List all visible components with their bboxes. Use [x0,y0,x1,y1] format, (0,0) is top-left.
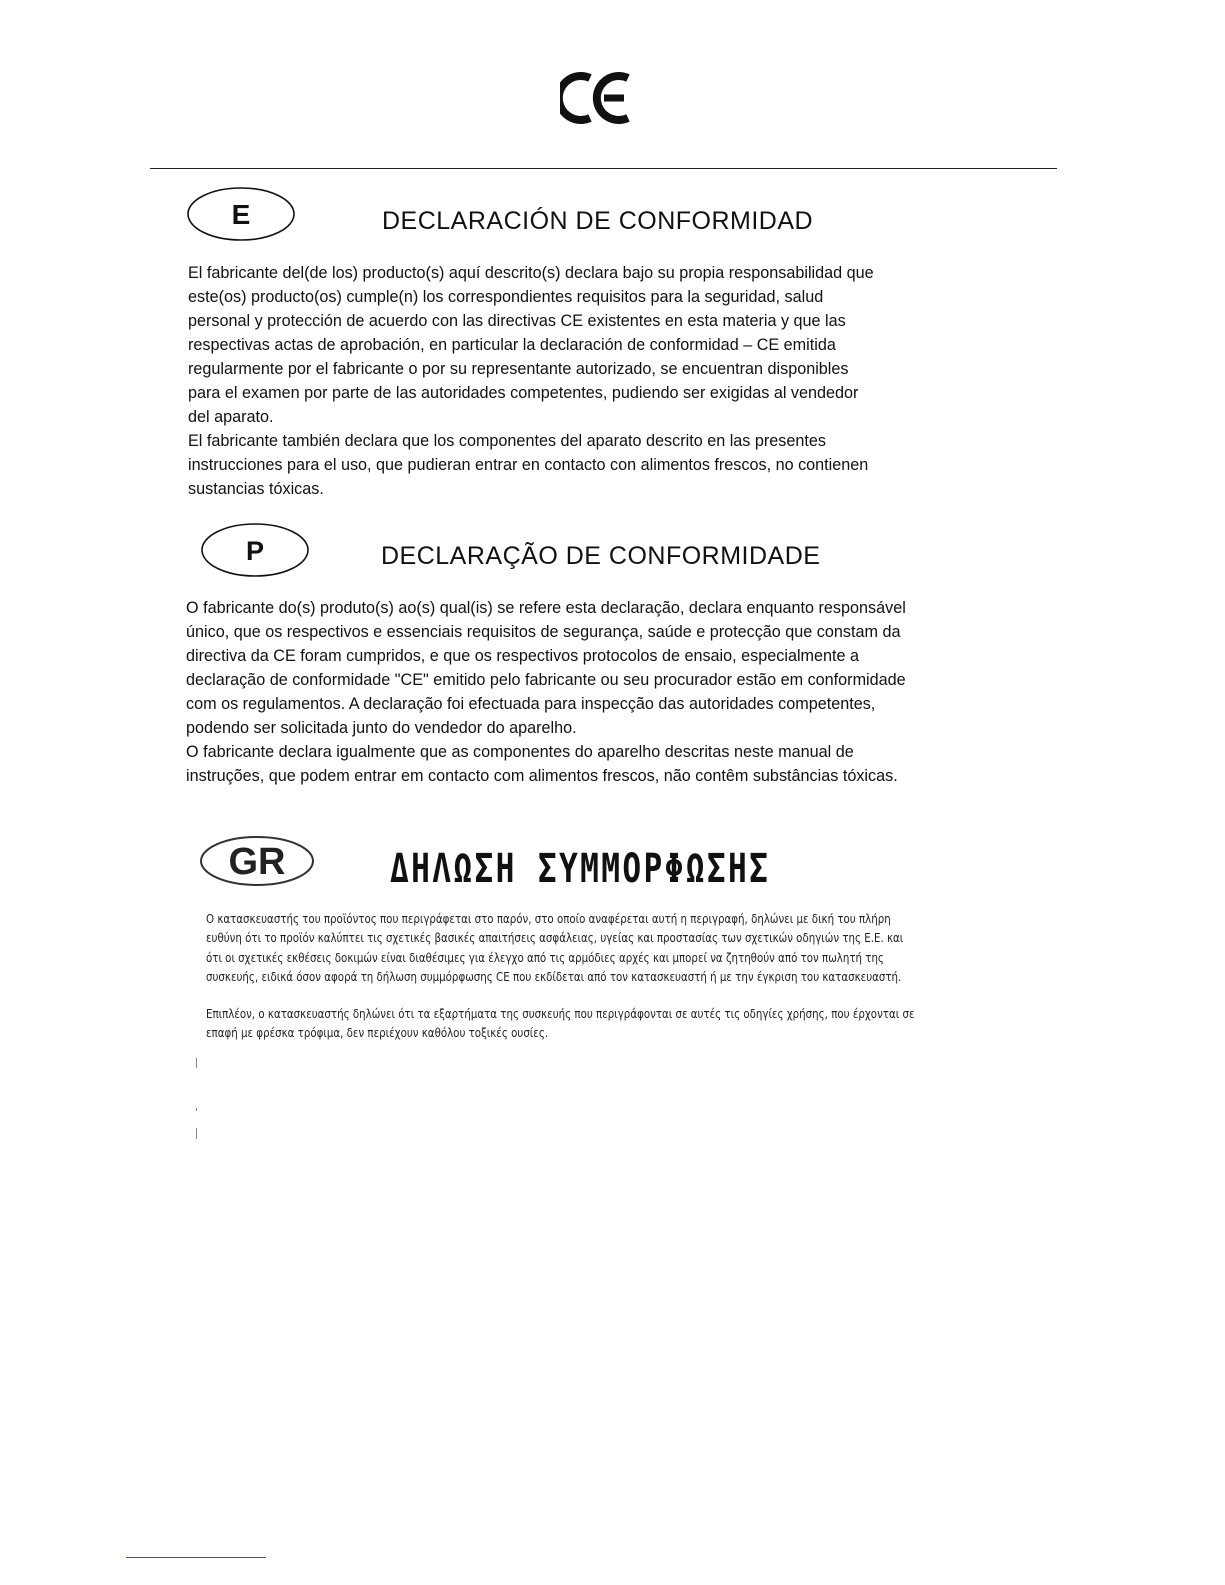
portuguese-declaration-text [186,596,906,788]
text-line: del aparato. [188,408,274,426]
text-line: com os regulamentos. A declaração foi efectuada para inspecção das autoridades competentes, [186,695,876,713]
text-line: O fabricante do(s) produto(s) ao(s) qual(is) se refere esta declaração, declara enquanto responsável [186,599,906,617]
text-line: regularmente por el fabricante o por su representante autorizado, se encuentran disponibles [188,360,849,378]
text-line: συσκευής, ειδικά όσον αφορά τη δήλωση συμμόρφωσης CE που εκδίδεται από τον κατασκευαστή ή με την έγκριση του κατασκευαστή. [206,968,902,984]
text-line: El fabricante del(de los) producto(s) aquí descrito(s) declara bajo su propia responsabilidad que [188,264,874,282]
text-line: único, que os respectivos e essenciais requisitos de segurança, saúde e protecção que constam da [186,623,901,641]
country-badge-gr [198,834,316,888]
greek-declaration-text [206,909,903,986]
spanish-title: DECLARACIÓN DE CONFORMIDAD [382,207,814,235]
country-badge-e [186,186,296,242]
text-line: podendo ser solicitada junto do vendedor do aparelho. [186,719,577,737]
badge-label-p: P [245,536,265,566]
text-line: instrucciones para el uso, que pudieran entrar en contacto con alimentos frescos, no contienen [188,456,869,474]
badge-label-e: E [231,199,251,230]
text-line: Ο κατασκευαστής του προϊόντος που περιγράφεται στο παρόν, στο οποίο αναφέρεται αυτή η περιγραφή, δηλώνει με δική του πλήρη [206,911,891,926]
text-line: El fabricante también declara que los componentes del aparato descrito en las presentes [188,432,826,450]
badge-label-gr: GR [228,841,286,883]
text-line: para el examen por parte de las autoridades competentes, pudiendo ser exigidas al vendedor [188,384,859,402]
text-line: O fabricante declara igualmente que as componentes do aparelho descritas neste manual de [186,743,854,761]
scan-speck [196,1058,197,1068]
spanish-declaration-text [188,261,874,501]
text-line: directiva da CE foram cumpridos, e que os respectivos protocolos de ensaio, especialmente a [186,647,860,665]
text-line: ότι οι σχετικές εκθέσεις δοκιμών είναι διαθέσιμες για έλεγχο από τις αρμόδιες αρχές και μπορεί να ζητηθούν από τον πωλητή της [206,949,884,965]
text-line: respectivas actas de aprobación, en particular la declaración de conformidad – CE emitida [188,336,836,354]
header-divider [150,168,1057,169]
text-line: declaração de conformidade "CE" emitido pelo fabricante ou seu procurador estão em conformidade [186,671,906,689]
text-line: Επιπλέον, ο κατασκευαστής δηλώνει ότι τα εξαρτήματα της συσκευής που περιγράφονται σε αυτές τις οδηγίες χρήσης, που έρχονται σε [206,1006,915,1021]
text-line: este(os) producto(os) cumple(n) los correspondientes requisitos para la seguridad, salud [188,288,824,306]
scan-speck [196,1128,197,1139]
ce-mark-logo [560,70,634,126]
text-line: instruções, que podem entrar em contacto com alimentos frescos, não contêm substâncias tóxicas. [186,767,898,785]
portuguese-title: DECLARAÇÃO DE CONFORMIDADE [381,542,821,570]
text-line: personal y protección de acuerdo con las directivas CE existentes en esta materia y que las [188,312,846,330]
country-badge-p [200,522,310,578]
text-line: επαφή με φρέσκα τρόφιμα, δεν περιέχουν καθόλου τοξικές ουσίες. [206,1025,549,1041]
greek-additional-text [206,1004,914,1043]
bottom-line-artifact [126,1557,266,1558]
text-line: sustancias tóxicas. [188,480,324,498]
scan-speck [196,1108,197,1111]
text-line: ευθύνη ότι το προϊόν καλύπτει τις σχετικές βασικές απαιτήσεις ασφάλειας, υγείας και προστασίας των σχετικών οδηγιών της Ε.Ε. και [206,930,904,946]
greek-title: ΔΗΛΩΣΗ ΣΥΜΜΟΡΦΩΣΗΣ [390,846,771,892]
